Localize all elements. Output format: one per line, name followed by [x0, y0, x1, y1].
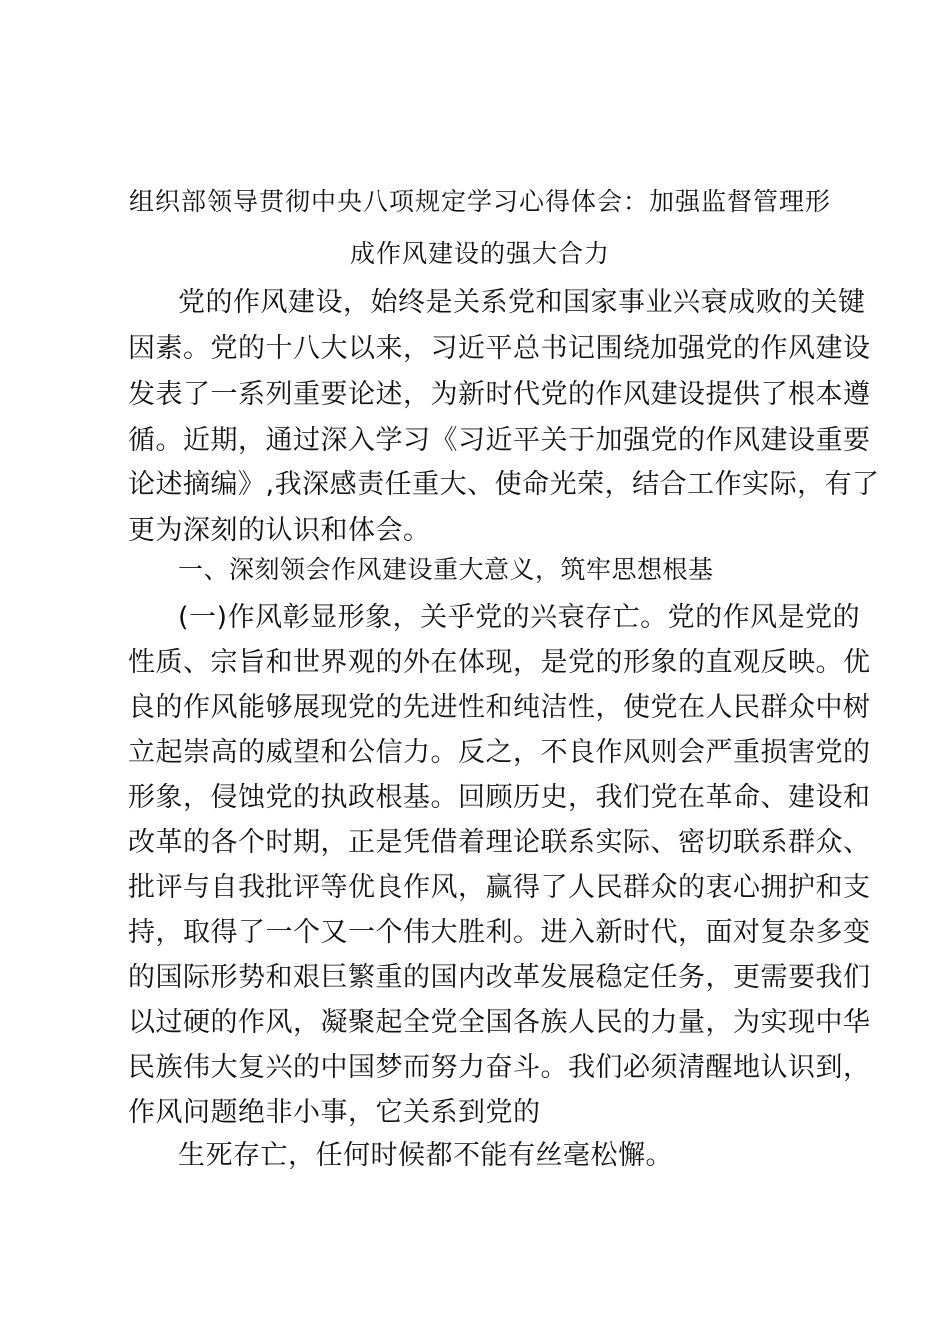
paragraph-1-line-2: 因素。党的十八大以来，习近平总书记围绕加强党的作风建设 — [128, 333, 871, 364]
paragraph-2-line-7: 批评与自我批评等优良作风，赢得了人民群众的衷心拥护和支 — [128, 872, 871, 903]
paragraph-2-line-10: 以过硬的作风，凝聚起全党全国各族人民的力量，为实现中华 — [128, 1007, 871, 1038]
paragraph-1-line-3: 发表了一系列重要论述，为新时代党的作风建设提供了根本遵 — [128, 379, 871, 410]
paragraph-2-line-1: (一)作风彰显形象，关乎党的兴衰存亡。党的作风是党的 — [178, 602, 861, 633]
document-title-line-2: 成作风建设的强大合力 — [349, 239, 610, 268]
paragraph-2-line-6: 改革的各个时期，正是凭借着理论联系实际、密切联系群众、 — [128, 827, 871, 858]
paragraph-2-line-9: 的国际形势和艰巨繁重的国内改革发展稳定任务，更需要我们 — [128, 962, 871, 993]
paragraph-2-line-12: 作风问题绝非小事，它关系到党的 — [128, 1097, 541, 1128]
paragraph-1-line-1: 党的作风建设，始终是关系党和国家事业兴衰成败的关键 — [178, 287, 866, 318]
paragraph-2-line-2: 性质、宗旨和世界观的外在体现，是党的形象的直观反映。优 — [128, 647, 871, 678]
section-heading-1: 一、深刻领会作风建设重大意义，筑牢思想根基 — [178, 555, 714, 584]
paragraph-2-line-4: 立起崇高的威望和公信力。反之，不良作风则会严重损害党的 — [128, 737, 871, 768]
document-title-line-1: 组织部领导贯彻中央八项规定学习心得体会：加强监督管理形 — [128, 187, 831, 216]
paragraph-1-line-5: 论述摘编》,我深感责任重大、使命光荣，结合工作实际，有了 — [128, 469, 880, 500]
paragraph-3-line-1: 生死存亡，任何时候都不能有丝毫松懈。 — [178, 1140, 673, 1171]
paragraph-1-line-4: 循。近期，通过深入学习《习近平关于加强党的作风建设重要 — [128, 425, 871, 456]
paragraph-2-line-5: 形象，侵蚀党的执政根基。回顾历史，我们党在革命、建设和 — [128, 782, 871, 813]
paragraph-2-line-11: 民族伟大复兴的中国梦而努力奋斗。我们必须清醒地认识到， — [128, 1052, 871, 1083]
paragraph-2-line-8: 持，取得了一个又一个伟大胜利。进入新时代，面对复杂多变 — [128, 917, 871, 948]
paragraph-1-line-6: 更为深刻的认识和体会。 — [128, 515, 431, 546]
paragraph-2-line-3: 良的作风能够展现党的先进性和纯洁性，使党在人民群众中树 — [128, 692, 871, 723]
